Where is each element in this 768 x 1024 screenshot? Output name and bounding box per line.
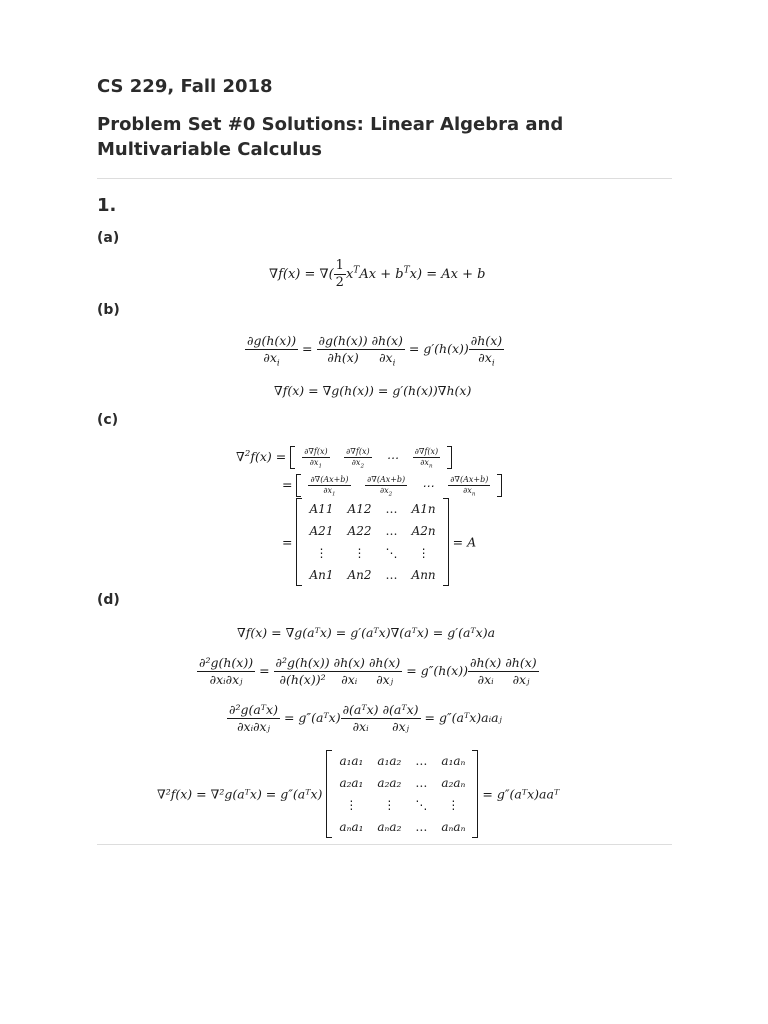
eq-c-row-vector-2: $\frac{\partial\nabla(Ax+b)}{\partial x_1}$ $\frac{\partial\nabla(Ax+b)}{\partial x_2}$ ⋯ $\frac{\partial\nabla(Ax+b)}{\partial x_n}$ [296,474,502,497]
equation-d-line1: ∇f(x) = ∇g(aᵀx) = g′(aᵀx)∇(aᵀx) = g′(aᵀx)a [237,625,496,640]
equation-c-line1: ∇$^2$f(x) = $\frac{\partial\nabla f(x)}{\partial x_1}$ $\frac{\partial\nabla f(x)}{\partial x_2}$ ⋯ $\frac{\partial\nabla f(x)}{\partial x_n}$ [236,446,452,469]
matrix-A [296,498,448,586]
equation-c-line3: = A11 A12 … A1n A21 A22 … A2n ⋮ ⋮ ⋱ ⋮ An1 An2 … Ann = A [282,498,476,586]
equation-a: ∇f(x) = ∇( $\frac{1}{2}$ $x^TAx + b^Tx) = Ax + b$ [269,258,486,290]
part-d-label: (d) [97,592,120,608]
question-number: 1. [97,195,117,216]
part-c-label: (c) [97,412,119,428]
part-a-label: (a) [97,230,120,246]
eq-a-half: $\frac{1}{2}$ [335,258,344,290]
equation-b-line2: ∇f(x) = ∇g(h(x)) = g′(h(x))∇h(x) [274,383,472,398]
eq-a-lhs: ∇f(x) = ∇( [269,267,334,282]
equation-d-line3: $\frac{\text{∂²g(aᵀx)}}{\text{∂xᵢ∂xⱼ}}$ = g″(aᵀx) $\frac{\text{∂(aᵀx)}}{\text{∂xᵢ}}$ $\frac{\text{∂(aᵀx)}}{\text{∂xⱼ}}$ = g″(aᵀx)aᵢaⱼ [229,702,502,734]
part-b-label: (b) [97,302,120,318]
title-divider [97,178,672,179]
matrix-A-table: A11 A12 … A1n A21 A22 … A2n ⋮ ⋮ ⋱ ⋮ An1 An2 … Ann [309,502,436,582]
equation-d-line4: ∇²f(x) = ∇²g(aᵀx) = g″(aᵀx) a₁a₁ a₁a₂ … a₁aₙ a₂a₁ a₂a₂ … a₂aₙ ⋮ ⋮ ⋱ ⋮ aₙa₁ aₙa₂ … aₙaₙ = g″(aᵀx)aaᵀ [157,750,559,838]
eq-c-row-vector-1: $\frac{\partial\nabla f(x)}{\partial x_1}$ $\frac{\partial\nabla f(x)}{\partial x_2}$ ⋯ $\frac{\partial\nabla f(x)}{\partial x_n}$ [290,446,452,469]
problem-set-title: Problem Set #0 Solutions: Linear Algebra and Multivariable Calculus [97,114,564,160]
equation-c-line2: = $\frac{\partial\nabla(Ax+b)}{\partial x_1}$ $\frac{\partial\nabla(Ax+b)}{\partial x_2}$ ⋯ $\frac{\partial\nabla(Ax+b)}{\partial x_n}$ [282,474,502,497]
matrix-aaT-table: a₁a₁ a₁a₂ … a₁aₙ a₂a₁ a₂a₂ … a₂aₙ ⋮ ⋮ ⋱ ⋮ aₙa₁ aₙa₂ … aₙaₙ [339,754,466,834]
equation-b-line1: $\frac{\partial g(h(x))}{\partial x_i}$ = $\frac{\partial g(h(x))}{\partial h(x)}$ $\frac{\partial h(x)}{\partial x_i}$ = g′(h(x)) $\frac{\partial h(x)}{\partial x_i}$ [247,333,503,369]
matrix-aaT [326,750,478,838]
course-heading: CS 229, Fall 2018 [97,76,273,97]
equation-d-line2: $\frac{\text{∂²g(h(x))}}{\text{∂xᵢ∂xⱼ}}$ = $\frac{\text{∂²g(h(x))}}{\text{∂(h(x))²}}$ $\frac{\partial h(x)}{\text{∂xᵢ}}$ $\frac{\partial h(x)}{\text{∂xⱼ}}$ = g″(h(x)) $\frac{\partial h(x)}{\text{∂xᵢ}}$ $\frac{\partial h(x)}{\text{∂xⱼ}}$ [199,655,537,687]
end-divider [97,844,672,845]
